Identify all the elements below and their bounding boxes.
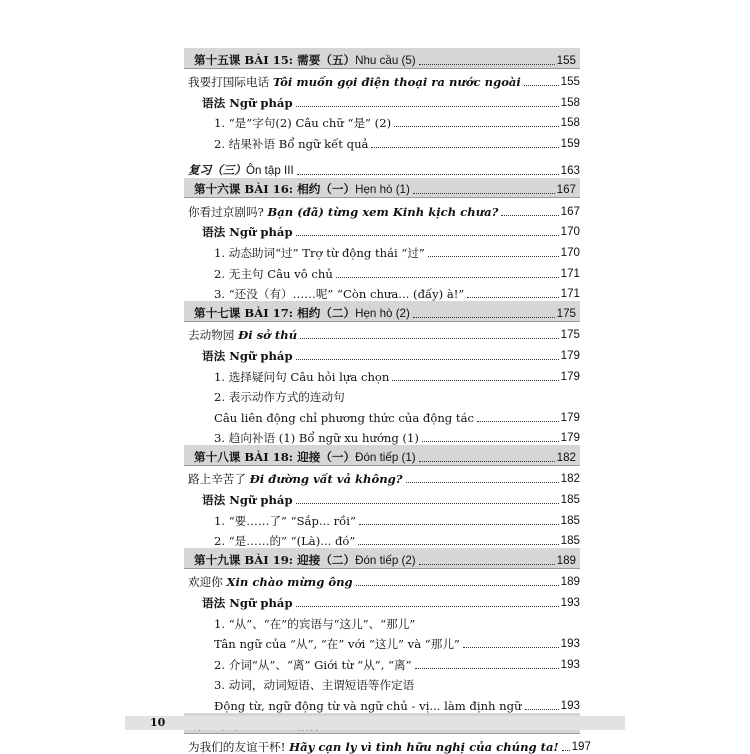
- footer-page-number: 10: [150, 716, 166, 729]
- page-number: 179: [560, 410, 580, 424]
- page-number: 170: [560, 245, 580, 259]
- dot-leader: [296, 235, 559, 236]
- entry-title: 第十六课 BÀI 16: 相约（一）Hẹn hò (1): [194, 182, 410, 197]
- dot-leader: [419, 461, 555, 462]
- dot-leader: [358, 544, 558, 545]
- dot-leader: [419, 564, 555, 565]
- entry-title: 1. “是”字句(2) Câu chữ “是” (2): [214, 116, 392, 131]
- entry-title: 3. “还没（有）……呢” “Còn chưa... (đấy) à!”: [214, 287, 465, 302]
- lesson-heading-18: [184, 445, 580, 466]
- page-number: 171: [560, 287, 580, 301]
- dot-leader: [419, 64, 555, 65]
- entry-title: 语法 Ngữ pháp: [202, 95, 293, 110]
- grammar-entry: [188, 219, 580, 240]
- entry-title: 语法 Ngữ pháp: [202, 225, 293, 240]
- page-number: 182: [556, 450, 576, 464]
- dot-leader: [413, 317, 555, 318]
- entry-title: Câu liên động chỉ phương thức của động tác: [214, 410, 474, 425]
- dot-leader: [296, 106, 559, 107]
- dot-leader: [359, 524, 559, 525]
- grammar-entry: [188, 342, 580, 363]
- page-number: 189: [556, 553, 576, 567]
- entry-title: 2. 无主句 Câu vô chủ: [214, 266, 333, 281]
- page-number: 158: [560, 95, 580, 109]
- grammar-item: [188, 528, 580, 549]
- entry-title: 去动物园 Đi sở thú: [188, 328, 298, 343]
- entry-title: 2. 结果补语 Bổ ngữ kết quả: [214, 136, 369, 151]
- page-number: 155: [556, 53, 576, 67]
- grammar-item: [188, 507, 580, 528]
- text-entry: [188, 569, 580, 590]
- page-number: 167: [560, 204, 580, 218]
- page-number: 170: [560, 225, 580, 239]
- dot-leader: [296, 606, 559, 607]
- entry-title: 第十八课 BÀI 18: 迎接（一）Đón tiếp (1): [194, 449, 416, 464]
- dot-leader: [336, 277, 559, 278]
- page-number: 175: [560, 328, 580, 342]
- page-number: 189: [560, 575, 580, 589]
- entry-title: 欢迎你 Xin chào mừng ông: [188, 575, 353, 590]
- grammar-item: [188, 130, 580, 151]
- page-number: 182: [560, 472, 580, 486]
- dot-leader: [356, 585, 559, 586]
- page-number: 185: [560, 513, 580, 527]
- page-number: 193: [560, 637, 580, 651]
- table-of-contents: [188, 48, 591, 754]
- entry-title: 你看过京剧吗? Bạn (đã) từng xem Kinh kịch chưa?: [188, 204, 499, 219]
- dot-leader: [501, 215, 558, 216]
- page-number: 197: [571, 740, 591, 754]
- entry-title: 1. “从”、“在”的宾语与“这儿”、“那儿”: [214, 616, 416, 631]
- page-number: 193: [560, 596, 580, 610]
- grammar-item: [188, 363, 580, 384]
- dot-leader: [428, 256, 559, 257]
- page-number: 185: [560, 493, 580, 507]
- dot-leader: [394, 126, 559, 127]
- grammar-item-continuation: [188, 631, 580, 652]
- grammar-item-line: [188, 384, 580, 405]
- entry-title: 2. “是……的” “(Là)... đó”: [214, 534, 356, 549]
- page-number: 193: [560, 657, 580, 671]
- dot-leader: [392, 380, 558, 381]
- dot-leader: [371, 147, 558, 148]
- dot-leader: [477, 421, 559, 422]
- page-number: 155: [560, 75, 580, 89]
- page-number: 185: [560, 534, 580, 548]
- entry-title: 3. 动词，动词短语、主谓短语等作定语: [214, 678, 415, 693]
- dot-leader: [562, 750, 570, 751]
- grammar-item: [188, 651, 580, 672]
- page-number: 179: [560, 348, 580, 362]
- dot-leader: [415, 668, 559, 669]
- grammar-item-continuation: [188, 404, 580, 425]
- lesson-heading-16: [184, 178, 580, 199]
- entry-title: 我要打国际电话 Tôi muốn gọi điện thoại ra nước ngoài: [188, 75, 521, 90]
- dot-leader: [413, 193, 555, 194]
- page-number: 163: [560, 163, 580, 177]
- page-number: 159: [560, 136, 580, 150]
- entry-title: 第十九课 BÀI 19: 迎接（二）Đón tiếp (2): [194, 552, 416, 567]
- page-number: 179: [560, 431, 580, 445]
- dot-leader: [296, 359, 559, 360]
- dot-leader: [463, 647, 559, 648]
- dot-leader: [422, 441, 559, 442]
- grammar-item-line: [188, 610, 580, 631]
- lesson-heading-17: [184, 301, 580, 322]
- grammar-item: [188, 110, 580, 131]
- page-number: 167: [556, 183, 576, 197]
- dot-leader: [467, 297, 558, 298]
- lesson-heading-19: [184, 548, 580, 569]
- dot-leader: [297, 174, 559, 175]
- lesson-heading-15: [184, 48, 580, 69]
- text-entry: [188, 198, 580, 219]
- page-number: 175: [556, 306, 576, 320]
- entry-title: 3. 趋向补语 (1) Bổ ngữ xu hướng (1): [214, 431, 419, 446]
- dot-leader: [524, 85, 559, 86]
- page-number: 171: [560, 266, 580, 280]
- entry-title: 第十五课 BÀI 15: 需要（五）Nhu cầu (5): [194, 52, 416, 67]
- entry-title: 1. 选择疑问句 Câu hỏi lựa chọn: [214, 369, 390, 384]
- text-entry: [188, 734, 591, 754]
- entry-title: 复习（三）Ôn tập III: [188, 162, 294, 177]
- entry-title: 第十七课 BÀI 17: 相约（二）Hẹn hò (2): [194, 305, 410, 320]
- entry-title: 1. “要……了” “Sắp... rồi”: [214, 513, 356, 528]
- grammar-item-continuation: [188, 692, 580, 713]
- grammar-item-line: [188, 672, 580, 693]
- text-entry: [188, 322, 580, 343]
- entry-title: 1. 动态助词“过” Trợ từ động thái “过”: [214, 245, 425, 260]
- review-entry: [188, 157, 580, 178]
- entry-title: 路上辛苦了 Đi đường vất vả không?: [188, 472, 403, 487]
- page-number: 158: [560, 116, 580, 130]
- entry-title: Động từ, ngữ động từ và ngữ chủ - vị... làm định ngữ: [214, 699, 522, 713]
- dot-leader: [525, 709, 559, 710]
- entry-title: 为我们的友谊干杯! Hãy cạn ly vì tình hữu nghị của chúng ta!: [188, 740, 559, 754]
- grammar-item: [188, 425, 580, 446]
- grammar-item: [188, 281, 580, 302]
- page-number: 193: [560, 699, 580, 712]
- text-entry: [188, 466, 580, 487]
- entry-title: 语法 Ngữ pháp: [202, 348, 293, 363]
- grammar-item: [188, 260, 580, 281]
- page-number: 179: [560, 369, 580, 383]
- footer-bar: [125, 716, 625, 730]
- entry-title: Tân ngữ của “从”, “在” với “这儿” và “那儿”: [214, 637, 460, 652]
- grammar-entry: [188, 589, 580, 610]
- grammar-item: [188, 239, 580, 260]
- text-entry: [188, 69, 580, 90]
- dot-leader: [300, 338, 559, 339]
- entry-title: 2. 表示动作方式的连动句: [214, 390, 345, 405]
- grammar-entry: [188, 486, 580, 507]
- grammar-entry: [188, 89, 580, 110]
- entry-title: 语法 Ngữ pháp: [202, 493, 293, 508]
- dot-leader: [296, 503, 559, 504]
- entry-title: 语法 Ngữ pháp: [202, 596, 293, 611]
- dot-leader: [406, 482, 559, 483]
- entry-title: 2. 介词“从”、“离” Giới từ “从”, “离”: [214, 657, 412, 672]
